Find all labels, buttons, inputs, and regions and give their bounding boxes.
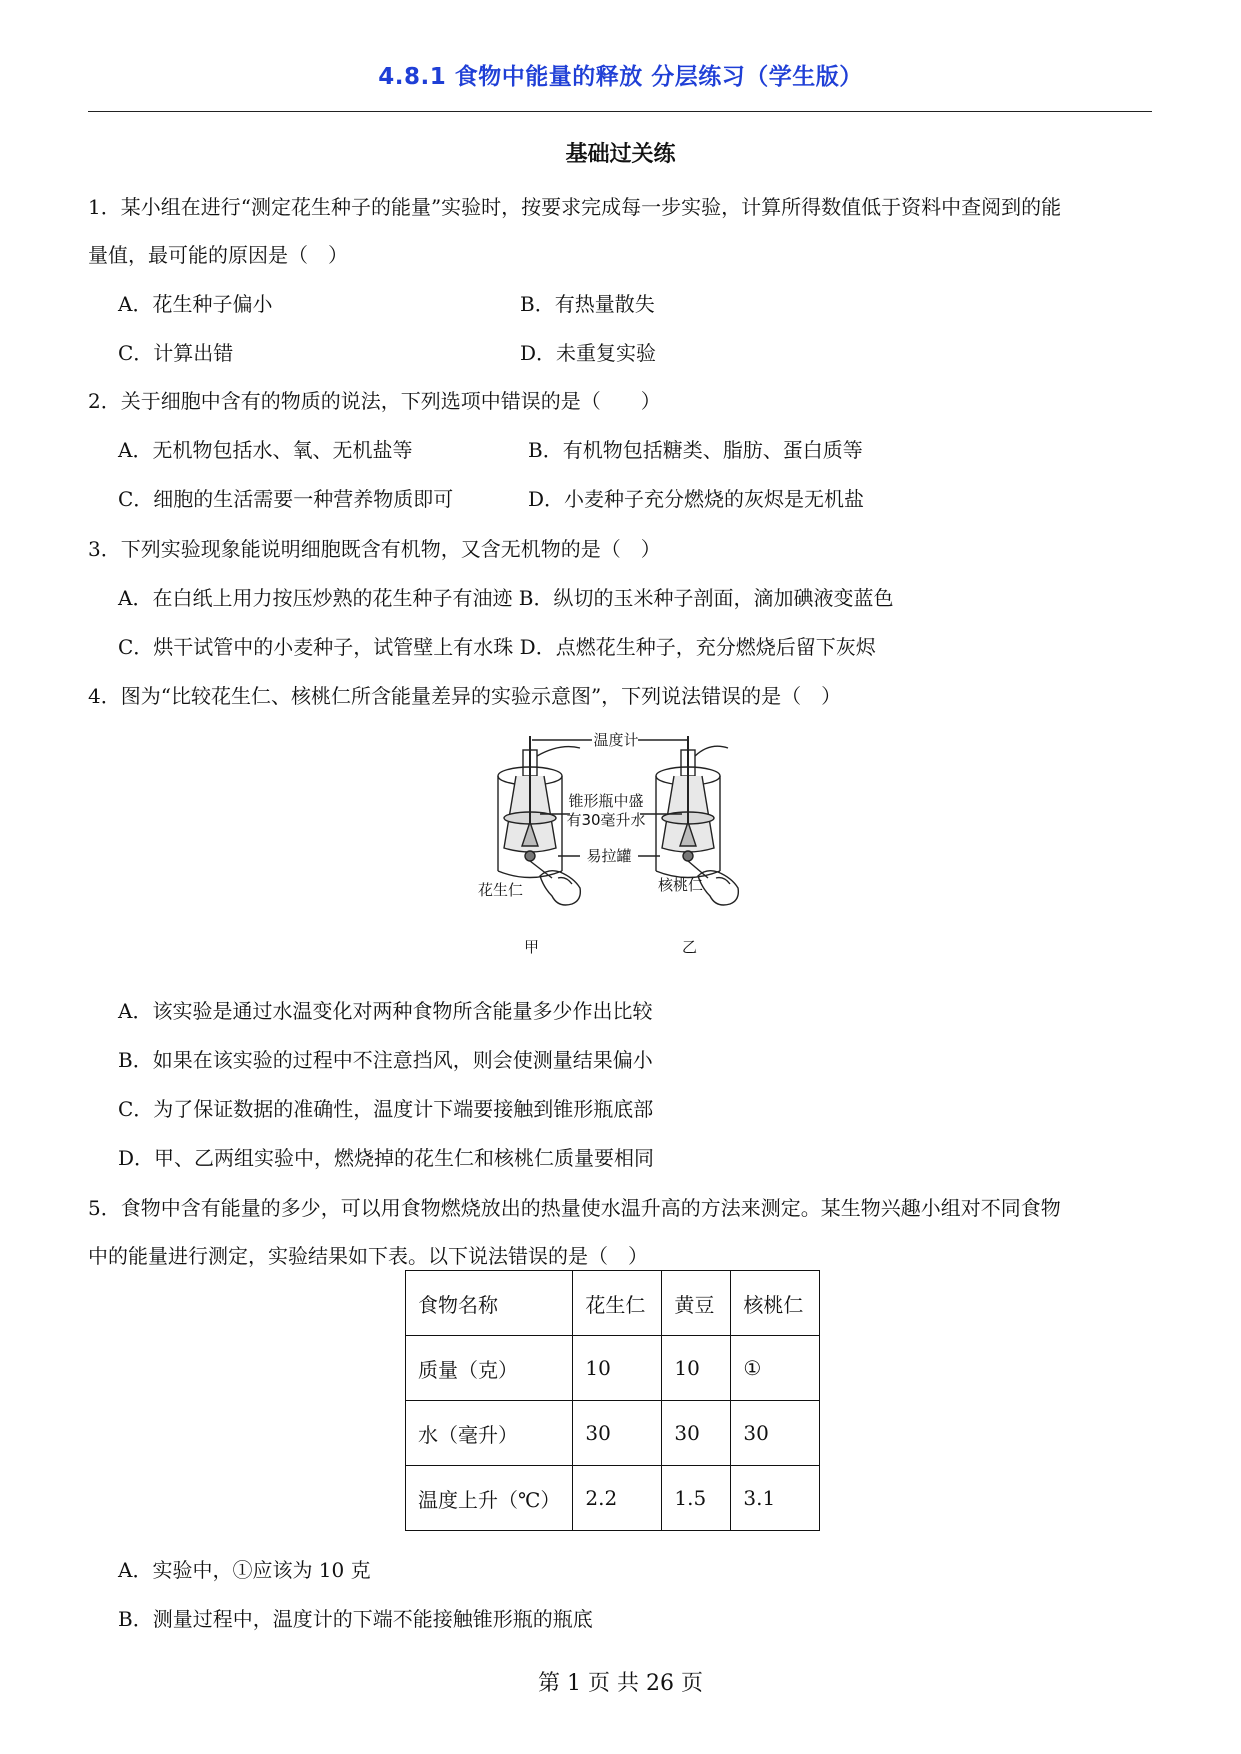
table-cell: 花生仁 xyxy=(573,1271,662,1336)
table-cell: 水（毫升） xyxy=(406,1401,573,1466)
q4-option-a: A．该实验是通过水温变化对两种食物所含能量多少作出比较 xyxy=(118,999,653,1023)
q2-option-c: C．细胞的生活需要一种营养物质即可 xyxy=(118,487,454,511)
label-jia: 甲 xyxy=(524,938,540,956)
table-row xyxy=(406,1401,820,1466)
table-cell: 温度上升（℃） xyxy=(406,1466,573,1531)
q1-option-b: B．有热量散失 xyxy=(520,292,655,316)
table-cell: 10 xyxy=(662,1336,731,1401)
table-cell: 3.1 xyxy=(731,1466,820,1531)
table-cell: 30 xyxy=(662,1401,731,1466)
table-row xyxy=(406,1271,820,1336)
table-cell: 食物名称 xyxy=(406,1271,573,1336)
table-cell: 30 xyxy=(573,1401,662,1466)
label-walnut: 核桃仁 xyxy=(658,876,704,894)
experiment-diagram xyxy=(470,728,770,958)
q2-stem: 2．关于细胞中含有的物质的说法，下列选项中错误的是（ ） xyxy=(88,389,661,413)
table-cell: 30 xyxy=(731,1401,820,1466)
q2-option-b: B．有机物包括糖类、脂肪、蛋白质等 xyxy=(528,438,863,462)
label-flask-line1: 锥形瓶中盛 xyxy=(568,792,644,810)
label-flask-line2: 有30毫升水 xyxy=(566,811,646,829)
label-can: 易拉罐 xyxy=(586,847,632,865)
q4-option-d: D．甲、乙两组实验中，燃烧掉的花生仁和核桃仁质量要相同 xyxy=(118,1146,655,1170)
q3-stem: 3．下列实验现象能说明细胞既含有机物，又含无机物的是（ ） xyxy=(88,537,661,561)
table-cell: 黄豆 xyxy=(662,1271,731,1336)
table-cell: ① xyxy=(731,1336,820,1401)
results-table xyxy=(405,1270,820,1531)
table-cell: 核桃仁 xyxy=(731,1271,820,1336)
experiment-figure xyxy=(470,728,770,958)
q1-stem-line2: 量值，最可能的原因是（ ） xyxy=(88,243,348,267)
q5-option-b: B．测量过程中，温度计的下端不能接触锥形瓶的瓶底 xyxy=(118,1607,593,1631)
page-footer: 第 1 页 共 26 页 xyxy=(538,1671,703,1696)
q5-stem-line2: 中的能量进行测定，实验结果如下表。以下说法错误的是（ ） xyxy=(88,1244,648,1268)
q1-option-a: A．花生种子偏小 xyxy=(118,292,273,316)
page-title: 4.8.1 食物中能量的释放 分层练习（学生版） xyxy=(378,64,863,90)
table-cell: 1.5 xyxy=(662,1466,731,1531)
table-row xyxy=(406,1466,820,1531)
q5-stem-line1: 5．食物中含有能量的多少，可以用食物燃烧放出的热量使水温升高的方法来测定。某生物兴趣小组对不同食物 xyxy=(88,1196,1061,1220)
q2-option-a: A．无机物包括水、氧、无机盐等 xyxy=(118,438,413,462)
label-yi: 乙 xyxy=(682,938,698,956)
header-divider xyxy=(88,111,1152,112)
q2-option-d: D．小麦种子充分燃烧的灰烬是无机盐 xyxy=(528,487,865,511)
q4-option-c: C．为了保证数据的准确性，温度计下端要接触到锥形瓶底部 xyxy=(118,1097,654,1121)
q1-stem-line1: 1．某小组在进行“测定花生种子的能量”实验时，按要求完成每一步实验，计算所得数值低于资料中查阅到的能 xyxy=(88,195,1062,219)
table-cell: 2.2 xyxy=(573,1466,662,1531)
table-row xyxy=(406,1336,820,1401)
table-cell: 质量（克） xyxy=(406,1336,573,1401)
q4-stem: 4．图为“比较花生仁、核桃仁所含能量差异的实验示意图”，下列说法错误的是（ ） xyxy=(88,684,842,708)
q4-option-b: B．如果在该实验的过程中不注意挡风，则会使测量结果偏小 xyxy=(118,1048,653,1072)
table-cell: 10 xyxy=(573,1336,662,1401)
q3-options-ab: A．在白纸上用力按压炒熟的花生种子有油迹 B．纵切的玉米种子剖面，滴加碘液变蓝色 xyxy=(118,586,894,610)
q1-option-c: C．计算出错 xyxy=(118,341,234,365)
section-title: 基础过关练 xyxy=(565,142,676,167)
q1-option-d: D．未重复实验 xyxy=(520,341,657,365)
q3-options-cd: C．烘干试管中的小麦种子，试管壁上有水珠 D．点燃花生种子，充分燃烧后留下灰烬 xyxy=(118,635,876,659)
q5-option-a: A．实验中，①应该为 10 克 xyxy=(118,1558,371,1582)
label-peanut: 花生仁 xyxy=(478,881,524,899)
label-thermometer: 温度计 xyxy=(593,731,639,749)
